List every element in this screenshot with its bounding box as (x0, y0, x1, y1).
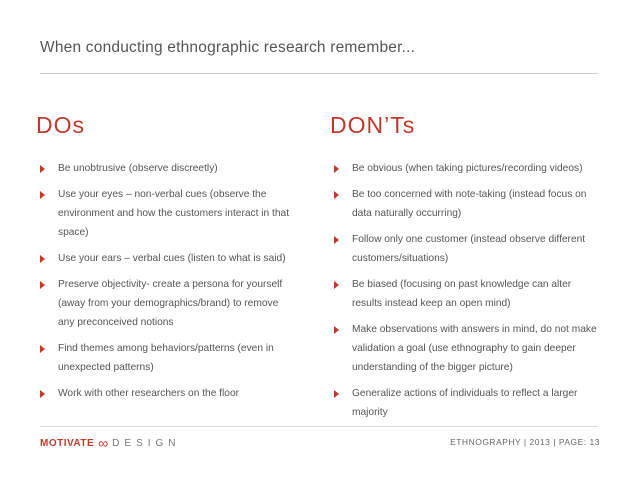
bullet-arrow-icon (40, 165, 45, 173)
bullet-arrow-icon (334, 236, 339, 244)
bullet-arrow-icon (334, 281, 339, 289)
dos-item-text: Be unobtrusive (observe discreetly) (58, 163, 218, 174)
donts-heading: DON’Ts (330, 112, 416, 138)
donts-column (330, 112, 602, 429)
dos-column (36, 112, 296, 410)
brand-secondary: DESIGN (112, 437, 181, 449)
bullet-arrow-icon (334, 191, 339, 199)
dos-item-text: Use your ears – verbal cues (listen to what is said) (58, 253, 286, 264)
list-item (330, 384, 602, 422)
bullet-arrow-icon (334, 390, 339, 398)
donts-item-text: Generalize actions of individuals to reflect a larger majority (352, 388, 578, 418)
dos-heading: DOs (36, 112, 85, 138)
bullet-arrow-icon (40, 255, 45, 263)
donts-item-text: Be obvious (when taking pictures/recording videos) (352, 163, 583, 174)
donts-item-text: Be biased (focusing on past knowledge can alter results instead keep an open mind) (352, 279, 572, 309)
list-item (36, 339, 296, 377)
footer-divider (40, 426, 598, 427)
bullet-arrow-icon (40, 191, 45, 199)
donts-item-text: Follow only one customer (instead observe different customers/situations) (352, 234, 586, 264)
dos-item-text: Find themes among behaviors/patterns (even in unexpected patterns) (58, 343, 274, 373)
bullet-arrow-icon (334, 165, 339, 173)
donts-item-text: Be too concerned with note-taking (instead focus on data naturally occurring) (352, 189, 587, 219)
list-item (330, 320, 602, 377)
page-title: When conducting ethnographic research remember... (40, 39, 416, 56)
dos-item-text: Work with other researchers on the floor (58, 388, 240, 399)
list-item (36, 249, 296, 268)
list-item (36, 185, 296, 242)
dos-item-text: Use your eyes – non-verbal cues (observe the environment and how the customers interact in that space) (58, 189, 290, 238)
donts-list (330, 159, 602, 422)
list-item (36, 275, 296, 332)
title-divider (40, 73, 598, 74)
brand-logo (40, 435, 181, 451)
page-info: ETHNOGRAPHY | 2013 | PAGE: 13 (450, 437, 600, 447)
bullet-arrow-icon (40, 390, 45, 398)
list-item (36, 384, 296, 403)
list-item (330, 185, 602, 223)
dos-item-text: Preserve objectivity- create a persona for yourself (away from your demographics/brand) to remove any preconceived notions (58, 279, 283, 328)
donts-item-text: Make observations with answers in mind, do not make validation a goal (use ethnography to gain deeper understanding of the bigger picture) (352, 324, 597, 373)
infinity-icon: ∞ (98, 435, 109, 451)
bullet-arrow-icon (334, 326, 339, 334)
brand-primary: MOTIVATE (40, 437, 95, 449)
dos-list (36, 159, 296, 403)
list-item (330, 230, 602, 268)
list-item (330, 275, 602, 313)
list-item (330, 159, 602, 178)
bullet-arrow-icon (40, 345, 45, 353)
list-item (36, 159, 296, 178)
bullet-arrow-icon (40, 281, 45, 289)
